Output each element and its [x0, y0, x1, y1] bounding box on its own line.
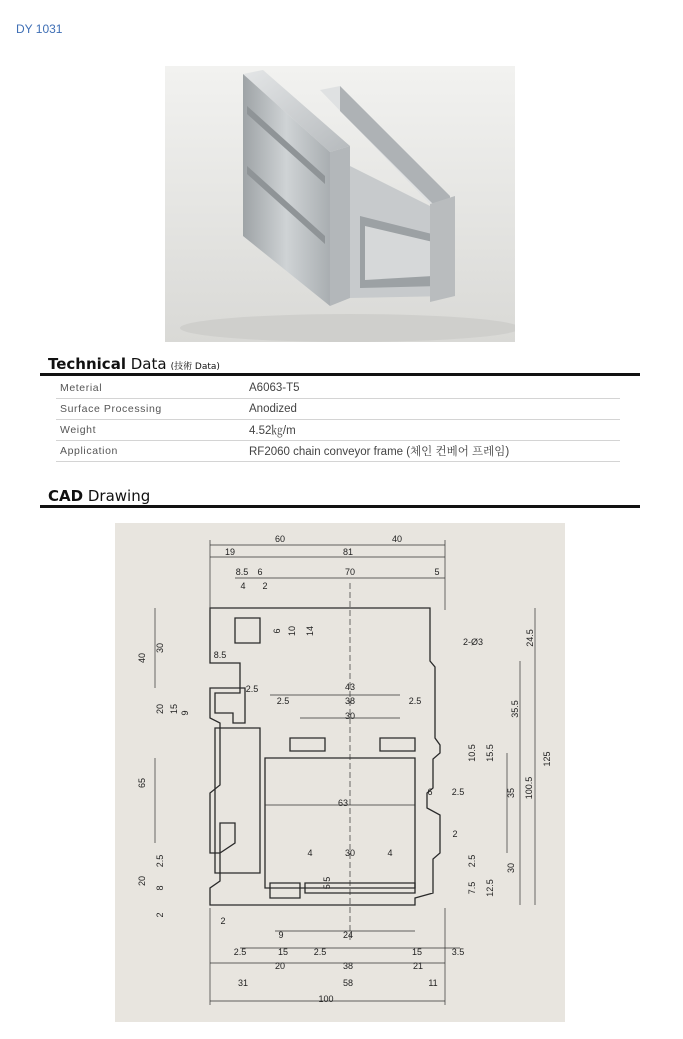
cad-drawing-heading	[48, 487, 150, 505]
svg-text:2: 2	[155, 912, 165, 918]
cad-drawing-title-bold: CAD	[48, 487, 84, 505]
svg-text:38: 38	[344, 696, 356, 706]
svg-text:8.5: 8.5	[213, 650, 227, 660]
svg-text:8: 8	[155, 885, 165, 891]
svg-text:8.5: 8.5	[235, 567, 249, 577]
svg-text:4: 4	[307, 848, 313, 858]
technical-data-heading	[48, 355, 220, 373]
svg-text:30: 30	[344, 848, 356, 858]
svg-text:2: 2	[262, 581, 268, 591]
svg-text:30: 30	[155, 642, 165, 654]
svg-text:35.5: 35.5	[510, 700, 520, 718]
spec-label: Meterial	[56, 378, 245, 399]
svg-text:2: 2	[220, 916, 226, 926]
svg-text:40: 40	[137, 652, 147, 664]
svg-text:2.5: 2.5	[408, 696, 422, 706]
svg-text:58: 58	[342, 978, 354, 988]
svg-text:5: 5	[434, 567, 440, 577]
svg-text:12.5: 12.5	[485, 879, 495, 897]
technical-data-title-bold: Technical	[48, 355, 126, 373]
cad-drawing-svg	[115, 523, 565, 1022]
cad-drawing-title-rest: Drawing	[83, 487, 151, 505]
technical-data-subtitle: (技術 Data)	[170, 362, 220, 372]
cad-drawing-rule	[40, 505, 640, 508]
svg-text:9: 9	[278, 930, 284, 940]
product-code: DY 1031	[16, 22, 63, 36]
svg-text:19: 19	[224, 547, 236, 557]
svg-text:6: 6	[257, 567, 263, 577]
svg-text:38: 38	[342, 961, 354, 971]
spec-label: Application	[56, 441, 245, 462]
svg-text:20: 20	[155, 703, 165, 715]
svg-text:2: 2	[452, 829, 458, 839]
svg-text:10.5: 10.5	[467, 744, 477, 762]
svg-text:24: 24	[342, 930, 354, 940]
svg-text:2.5: 2.5	[313, 947, 327, 957]
svg-text:3.5: 3.5	[451, 947, 465, 957]
svg-text:20: 20	[137, 875, 147, 887]
svg-text:14: 14	[305, 625, 315, 637]
svg-text:15.5: 15.5	[485, 744, 495, 762]
svg-text:4: 4	[240, 581, 246, 591]
spec-value: 4.52㎏/m	[245, 420, 620, 441]
svg-text:81: 81	[342, 547, 354, 557]
svg-text:100: 100	[318, 994, 334, 1004]
svg-text:4: 4	[387, 848, 393, 858]
svg-text:2.5: 2.5	[155, 854, 165, 868]
svg-text:43: 43	[344, 682, 356, 692]
spec-label: Weight	[56, 420, 245, 441]
table-row	[56, 441, 620, 462]
svg-text:2.5: 2.5	[233, 947, 247, 957]
svg-text:40: 40	[391, 534, 403, 544]
svg-text:15: 15	[169, 703, 179, 715]
svg-text:63: 63	[337, 798, 349, 808]
svg-text:60: 60	[274, 534, 286, 544]
svg-text:2.5: 2.5	[276, 696, 290, 706]
spec-value: A6063-T5	[245, 378, 620, 399]
technical-data-title-rest: Data	[125, 355, 167, 373]
svg-text:70: 70	[344, 567, 356, 577]
svg-text:7.5: 7.5	[467, 881, 477, 895]
svg-text:24.5: 24.5	[525, 629, 535, 647]
svg-text:6: 6	[272, 628, 282, 634]
table-row	[56, 378, 620, 399]
svg-text:65: 65	[137, 777, 147, 789]
table-row	[56, 399, 620, 420]
svg-text:125: 125	[542, 751, 552, 767]
spec-label: Surface Processing	[56, 399, 245, 420]
svg-text:10: 10	[287, 625, 297, 637]
svg-text:2.5: 2.5	[451, 787, 465, 797]
cad-drawing	[115, 523, 565, 1022]
svg-text:5.5: 5.5	[322, 876, 332, 890]
svg-text:21: 21	[412, 961, 424, 971]
svg-text:6: 6	[427, 787, 433, 797]
spec-value: RF2060 chain conveyor frame (체인 컨베어 프레임)	[245, 441, 620, 462]
svg-text:20: 20	[274, 961, 286, 971]
svg-text:15: 15	[411, 947, 423, 957]
svg-text:100.5: 100.5	[524, 776, 534, 800]
svg-text:2-Ø3: 2-Ø3	[462, 637, 484, 647]
svg-text:35: 35	[506, 787, 516, 799]
svg-text:30: 30	[506, 862, 516, 874]
svg-text:9: 9	[180, 710, 190, 716]
technical-data-rule	[40, 373, 640, 376]
svg-text:11: 11	[428, 978, 438, 988]
svg-text:2.5: 2.5	[467, 854, 477, 868]
svg-text:30: 30	[344, 711, 356, 721]
svg-text:2.5: 2.5	[245, 684, 259, 694]
technical-data-table	[56, 378, 620, 462]
table-row	[56, 420, 620, 441]
svg-text:31: 31	[237, 978, 249, 988]
product-photo	[165, 66, 515, 342]
svg-text:15: 15	[277, 947, 289, 957]
spec-value: Anodized	[245, 399, 620, 420]
